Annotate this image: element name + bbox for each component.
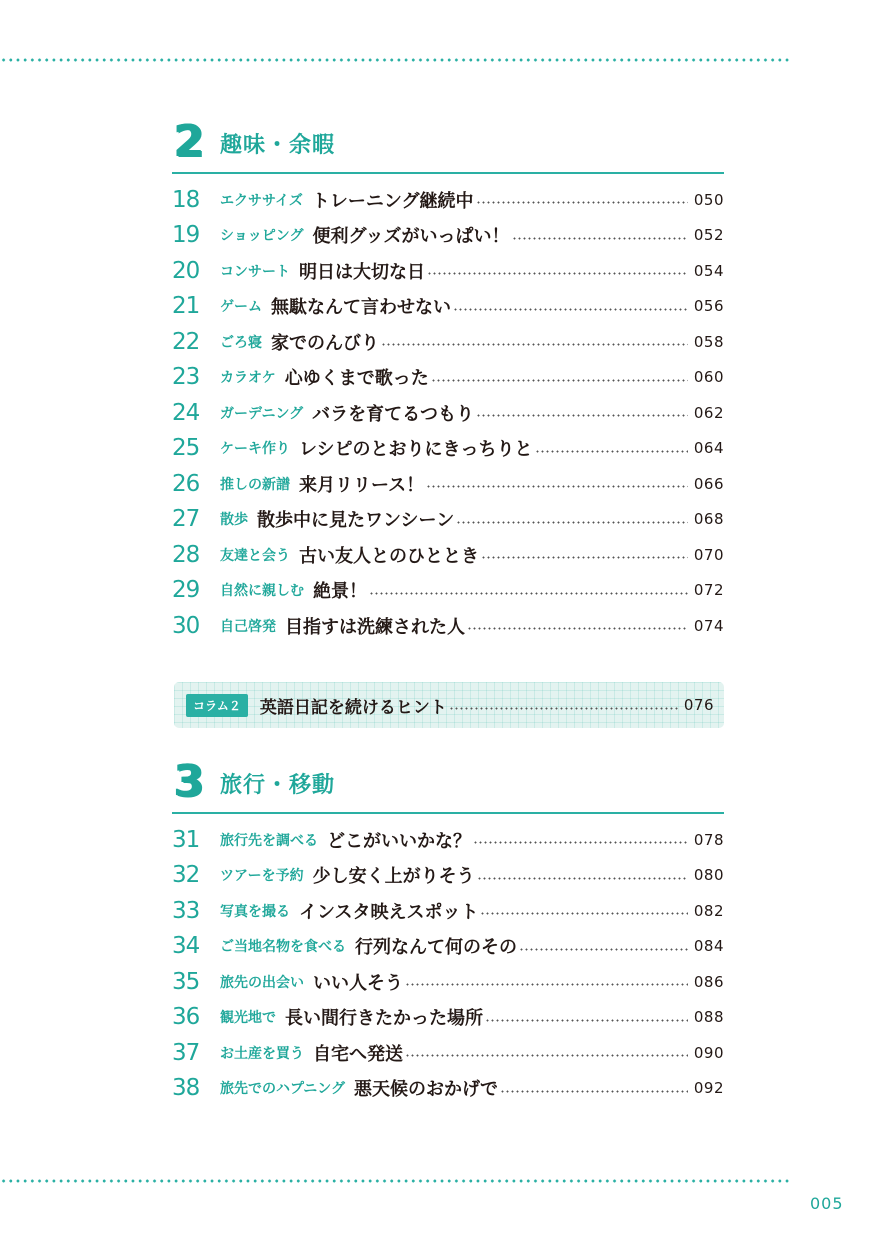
- toc-entry[interactable]: [172, 502, 724, 538]
- entry-title: 少し安く上がりそう: [312, 866, 475, 888]
- entry-list: [172, 822, 724, 1106]
- leader-dots: [467, 627, 688, 630]
- entry-page-number: 084: [693, 937, 724, 956]
- leader-dots: [369, 592, 688, 595]
- entry-title: トレーニング継続中: [311, 190, 474, 212]
- toc-entry[interactable]: [172, 253, 724, 289]
- entry-page-number: 064: [693, 439, 724, 458]
- entry-page-number: 078: [693, 830, 724, 849]
- toc-entry[interactable]: [172, 822, 724, 858]
- entry-number: 20: [172, 257, 200, 284]
- entry-number: 28: [172, 541, 200, 568]
- section-header: [172, 116, 724, 174]
- entry-category: ショッピング: [220, 228, 304, 245]
- entry-page-number: 070: [693, 545, 724, 564]
- leader-dots: [453, 308, 688, 311]
- toc-entry[interactable]: [172, 360, 724, 396]
- entry-number: 26: [172, 470, 200, 497]
- entry-title: 悪天候のおかげで: [354, 1079, 499, 1101]
- page-number: 005: [810, 1194, 844, 1213]
- entry-number: 36: [172, 1004, 200, 1031]
- entry-page-number: 080: [693, 866, 724, 885]
- leader-dots: [431, 379, 688, 382]
- toc-entry[interactable]: [172, 893, 724, 929]
- toc-entry[interactable]: [172, 324, 724, 360]
- entry-number: 37: [172, 1039, 200, 1066]
- entry-page-number: 066: [693, 474, 724, 493]
- entry-title: 無駄なんて言わせない: [271, 297, 451, 319]
- leader-dots: [405, 1054, 688, 1057]
- entry-title: 便利グッズがいっぱい！: [312, 226, 510, 248]
- entry-page-number: 052: [693, 226, 724, 245]
- toc-entry[interactable]: [172, 1000, 724, 1036]
- toc-entry[interactable]: [172, 1035, 724, 1071]
- entry-category: コンサート: [220, 263, 290, 280]
- column-page-number: 076: [683, 696, 714, 714]
- entry-number: 32: [172, 862, 200, 889]
- entry-category: 旅先の出会い: [220, 974, 304, 991]
- entry-title: 行列なんて何のその: [355, 937, 517, 959]
- entry-number: 19: [172, 222, 200, 249]
- leader-dots: [476, 414, 688, 417]
- entry-page-number: 090: [693, 1043, 724, 1062]
- entry-number: 31: [172, 826, 200, 853]
- entry-category: ゲーム: [220, 299, 262, 316]
- entry-number: 29: [172, 577, 200, 604]
- entry-number: 24: [172, 399, 200, 426]
- section-travel: [172, 756, 724, 1106]
- entry-page-number: 092: [693, 1079, 724, 1098]
- leader-dots: [381, 343, 688, 346]
- column-title: 英語日記を続けるヒント: [259, 697, 447, 718]
- leader-dots: [500, 1090, 688, 1093]
- toc-entry[interactable]: [172, 608, 724, 644]
- entry-category: 友達と会う: [220, 547, 290, 564]
- toc-entry[interactable]: [172, 537, 724, 573]
- entry-number: 30: [172, 612, 200, 639]
- leader-dots: [519, 948, 688, 951]
- entry-number: 33: [172, 897, 200, 924]
- toc-entry[interactable]: [172, 929, 724, 965]
- entry-page-number: 056: [693, 297, 724, 316]
- toc-entry[interactable]: [172, 858, 724, 894]
- entry-category: 旅先でのハプニング: [220, 1081, 346, 1098]
- column-entry[interactable]: [174, 682, 724, 728]
- leader-dots: [477, 877, 688, 880]
- entry-title: レシピのとおりにきっちりと: [299, 439, 533, 461]
- entry-title: 明日は大切な日: [299, 261, 425, 283]
- entry-title: インスタ映えスポット: [299, 901, 479, 923]
- entry-category: ガーデニング: [220, 405, 304, 422]
- entry-number: 34: [172, 933, 200, 960]
- leader-dots: [426, 485, 688, 488]
- entry-category: ケーキ作り: [220, 441, 290, 458]
- leader-dots: [449, 707, 678, 710]
- leader-dots: [473, 841, 688, 844]
- leader-dots: [480, 912, 687, 915]
- entry-page-number: 060: [693, 368, 724, 387]
- leader-dots: [405, 983, 688, 986]
- entry-category: 観光地で: [220, 1010, 276, 1027]
- top-dotted-rule: [0, 58, 790, 62]
- section-number: 2: [174, 116, 205, 167]
- entry-category: ごろ寝: [220, 334, 262, 351]
- entry-title: 心ゆくまで歌った: [284, 368, 429, 390]
- bottom-dotted-rule: [0, 1179, 790, 1183]
- entry-title: どこがいいかな？: [327, 830, 471, 852]
- entry-number: 18: [172, 186, 200, 213]
- toc-entry[interactable]: [172, 573, 724, 609]
- entry-page-number: 088: [693, 1008, 724, 1027]
- entry-number: 21: [172, 293, 200, 320]
- toc-entry[interactable]: [172, 218, 724, 254]
- leader-dots: [456, 521, 688, 524]
- entry-category: 旅行先を調べる: [220, 832, 318, 849]
- entry-category: 推しの新譜: [220, 476, 290, 493]
- entry-number: 27: [172, 506, 200, 533]
- toc-entry[interactable]: [172, 466, 724, 502]
- entry-number: 22: [172, 328, 200, 355]
- entry-title: いい人そう: [313, 972, 403, 994]
- entry-page-number: 072: [693, 581, 724, 600]
- entry-page-number: 082: [693, 901, 724, 920]
- entry-category: お土産を買う: [220, 1045, 304, 1062]
- entry-category: エクササイズ: [220, 192, 303, 209]
- entry-title: 長い間行きたかった場所: [285, 1008, 483, 1030]
- section-hobbies: [172, 116, 724, 644]
- section-header: [172, 756, 724, 814]
- toc-entry[interactable]: [172, 395, 724, 431]
- leader-dots: [485, 1019, 688, 1022]
- entry-title: バラを育てるつもり: [312, 403, 474, 425]
- entry-page-number: 058: [693, 332, 724, 351]
- toc-entry[interactable]: [172, 182, 724, 218]
- entry-category: ご当地名物を食べる: [220, 939, 346, 956]
- entry-category: 自然に親しむ: [220, 583, 304, 600]
- entry-list: [172, 182, 724, 644]
- entry-number: 25: [172, 435, 200, 462]
- leader-dots: [512, 237, 688, 240]
- entry-page-number: 062: [693, 403, 724, 422]
- leader-dots: [476, 201, 688, 204]
- toc-entry[interactable]: [172, 431, 724, 467]
- entry-title: 来月リリース！: [299, 474, 425, 496]
- entry-title: 古い友人とのひととき: [299, 545, 479, 567]
- entry-number: 38: [172, 1075, 200, 1102]
- entry-page-number: 054: [693, 261, 724, 280]
- entry-title: 絶景！: [313, 581, 367, 603]
- entry-category: 写真を撮る: [220, 903, 290, 920]
- entry-title: 自宅へ発送: [313, 1043, 403, 1065]
- leader-dots: [427, 272, 688, 275]
- leader-dots: [535, 450, 688, 453]
- leader-dots: [481, 556, 688, 559]
- toc-entry[interactable]: [172, 1071, 724, 1107]
- section-title: 旅行・移動: [220, 773, 336, 798]
- entry-category: 散歩: [220, 512, 248, 529]
- entry-category: カラオケ: [220, 370, 276, 387]
- entry-page-number: 050: [693, 190, 724, 209]
- column-label-badge: コラム２: [186, 694, 248, 717]
- entry-title: 家でのんびり: [271, 332, 379, 354]
- toc-entry[interactable]: [172, 964, 724, 1000]
- entry-category: ツアーを予約: [220, 868, 304, 885]
- entry-number: 23: [172, 364, 200, 391]
- toc-entry[interactable]: [172, 289, 724, 325]
- entry-title: 目指すは洗練された人: [285, 616, 465, 638]
- entry-title: 散歩中に見たワンシーン: [257, 510, 455, 532]
- entry-page-number: 086: [693, 972, 724, 991]
- entry-page-number: 068: [693, 510, 724, 529]
- section-number: 3: [174, 756, 205, 807]
- entry-number: 35: [172, 968, 200, 995]
- entry-page-number: 074: [693, 616, 724, 635]
- section-title: 趣味・余暇: [220, 133, 336, 158]
- entry-category: 自己啓発: [220, 618, 276, 635]
